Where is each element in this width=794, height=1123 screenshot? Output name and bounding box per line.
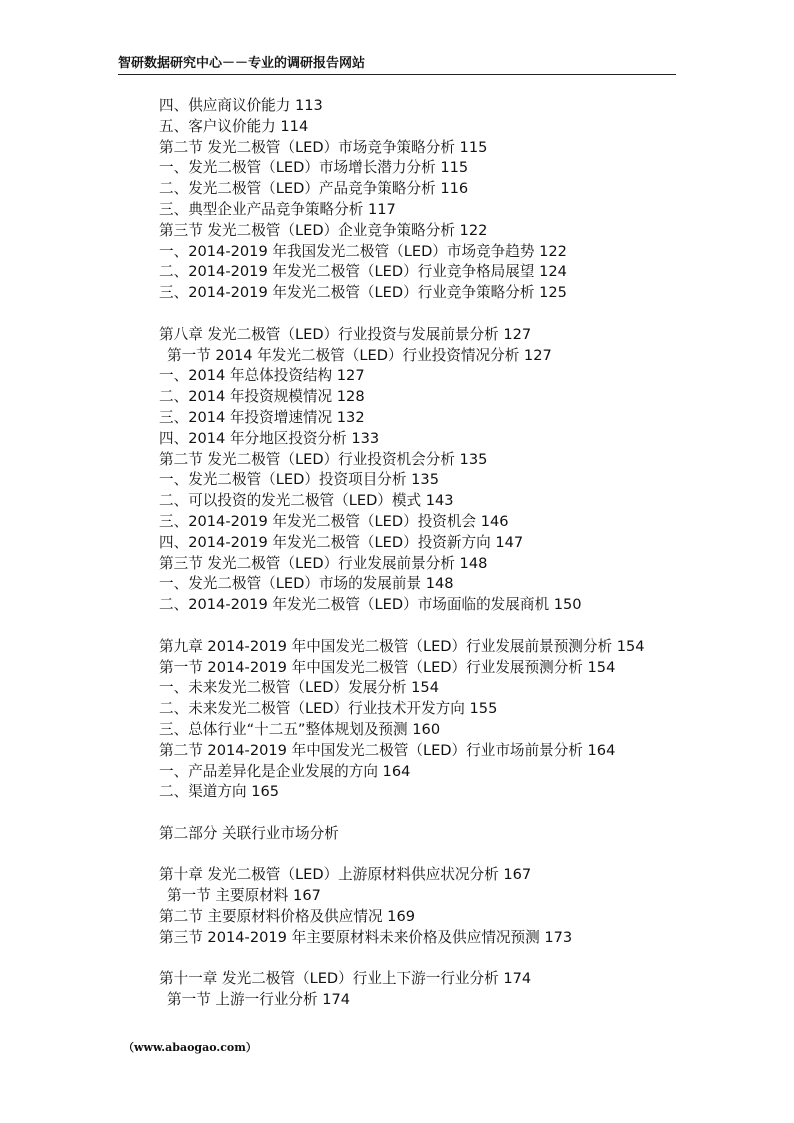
toc-line: 二、2014-2019 年发光二极管（LED）市场面临的发展商机 150 [159, 596, 582, 614]
toc-line: 三、2014-2019 年发光二极管（LED）投资机会 146 [159, 512, 509, 530]
toc-line: 二、渠道方向 165 [159, 783, 280, 801]
toc-line: 第二节 主要原材料价格及供应情况 169 [159, 908, 416, 926]
toc-line: 四、2014-2019 年发光二极管（LED）投资新方向 147 [159, 533, 524, 551]
toc-blank-line [159, 616, 719, 637]
page-header [118, 56, 676, 75]
toc-line: 一、产品差异化是企业发展的方向 164 [159, 762, 411, 780]
toc-line: 一、发光二极管（LED）市场增长潜力分析 115 [159, 159, 469, 177]
toc-line: 第二节 发光二极管（LED）行业投资机会分析 135 [159, 450, 488, 468]
toc-line: 五、客户议价能力 114 [159, 117, 309, 135]
toc-line: 二、可以投资的发光二极管（LED）模式 143 [159, 492, 454, 510]
toc-line: 三、2014 年投资增速情况 132 [159, 408, 365, 426]
toc-line: 第三节 2014-2019 年主要原材料未来价格及供应情况预测 173 [159, 928, 573, 946]
toc-blank-line [159, 845, 719, 866]
toc-blank-line [159, 803, 719, 824]
header-title: 智研数据研究中心－－专业的调研报告网站 [118, 56, 366, 71]
table-of-contents [159, 96, 719, 1011]
toc-chapter-heading: 第十一章 发光二极管（LED）行业上下游一行业分析 174 [159, 970, 532, 988]
toc-part-heading: 第二部分 关联行业市场分析 [159, 824, 339, 842]
toc-line: 二、发光二极管（LED）产品竞争策略分析 116 [159, 180, 469, 198]
toc-line: 第一节 上游一行业分析 174 [167, 991, 351, 1009]
toc-line: 一、发光二极管（LED）投资项目分析 135 [159, 471, 439, 489]
toc-line: 三、典型企业产品竞争策略分析 117 [159, 200, 396, 218]
toc-line: 四、2014 年分地区投资分析 133 [159, 429, 380, 447]
toc-line: 一、2014-2019 年我国发光二极管（LED）市场竞争趋势 122 [159, 242, 567, 260]
footer-website: （www.abaogao.com） [123, 1041, 257, 1054]
toc-blank-line [159, 304, 719, 325]
toc-chapter-heading: 第八章 发光二极管（LED）行业投资与发展前景分析 127 [159, 325, 532, 343]
toc-line: 第一节 2014-2019 年中国发光二极管（LED）行业发展预测分析 154 [159, 658, 616, 676]
toc-line: 第一节 2014 年发光二极管（LED）行业投资情况分析 127 [167, 346, 552, 364]
toc-line: 第二节 2014-2019 年中国发光二极管（LED）行业市场前景分析 164 [159, 741, 616, 759]
toc-line: 三、总体行业“十二五”整体规划及预测 160 [159, 720, 441, 738]
toc-line: 一、2014 年总体投资结构 127 [159, 367, 365, 385]
toc-line: 一、发光二极管（LED）市场的发展前景 148 [159, 575, 454, 593]
toc-line: 四、供应商议价能力 113 [159, 97, 323, 114]
toc-line: 第二节 发光二极管（LED）市场竞争策略分析 115 [159, 138, 488, 156]
toc-line: 第三节 发光二极管（LED）行业发展前景分析 148 [159, 554, 488, 572]
toc-line: 二、2014-2019 年发光二极管（LED）行业竞争格局展望 124 [159, 263, 567, 281]
toc-line: 第三节 发光二极管（LED）企业竞争策略分析 122 [159, 221, 488, 239]
toc-chapter-heading: 第九章 2014-2019 年中国发光二极管（LED）行业发展前景预测分析 154 [159, 637, 645, 655]
toc-line: 第一节 主要原材料 167 [167, 887, 321, 905]
toc-chapter-heading: 第十章 发光二极管（LED）上游原材料供应状况分析 167 [159, 866, 532, 884]
toc-line: 二、未来发光二极管（LED）行业技术开发方向 155 [159, 700, 498, 718]
toc-line: 一、未来发光二极管（LED）发展分析 154 [159, 679, 439, 697]
toc-line: 三、2014-2019 年发光二极管（LED）行业竞争策略分析 125 [159, 284, 567, 302]
toc-line: 二、2014 年投资规模情况 128 [159, 388, 365, 406]
toc-blank-line [159, 949, 719, 970]
